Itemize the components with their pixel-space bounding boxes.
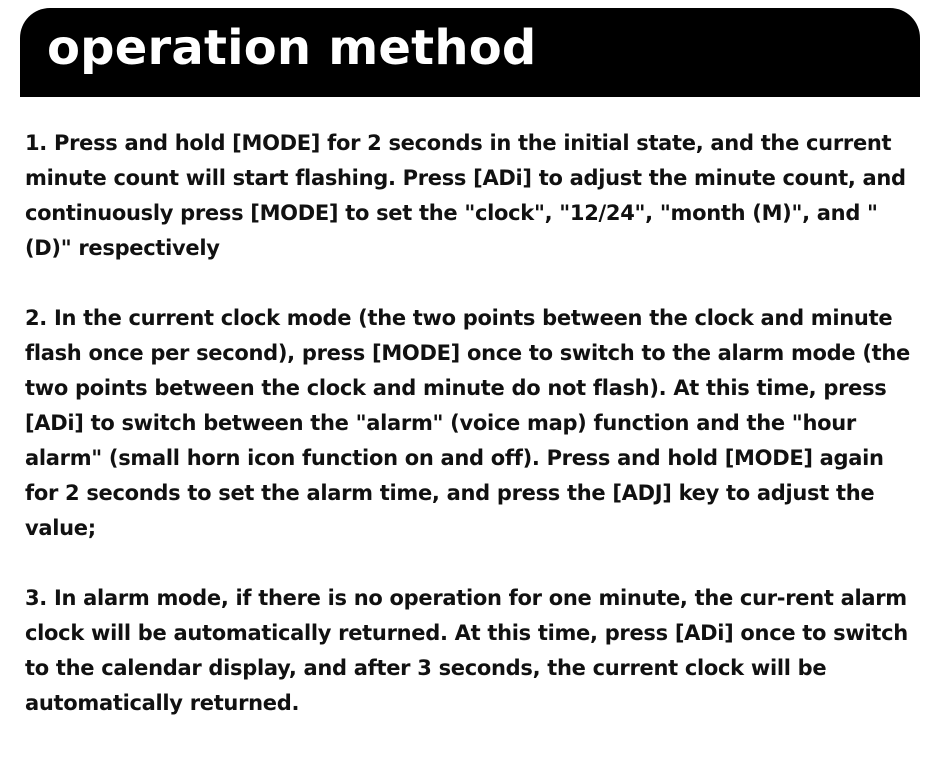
header-bar (20, 8, 920, 97)
page-title: operation method (47, 20, 537, 76)
instruction-step-3: 3. In alarm mode, if there is no operation for one minute, the cur-rent alarm clock will be automatically returned. At this time, press [ADi] once to switch to the calendar display, and after 3 seconds, the current clock will be automatically returned. (25, 586, 908, 715)
instruction-step-2: 2. In the current clock mode (the two points between the clock and minute flash once per second), press [MODE] once to switch to the alarm mode (the two points between the clock and minute do not flash). At this time, press [ADi] to switch between the "alarm" (voice map) function and the "hour alarm" (small horn icon function on and off). Press and hold [MODE] again for 2 seconds to set the alarm time, and press the [ADJ] key to adjust the value; (25, 306, 910, 540)
instruction-step-1: 1. Press and hold [MODE] for 2 seconds in the initial state, and the current minute count will start flashing. Press [ADi] to adjust the minute count, and continuously press [MODE] to set the "clock", "12/24", "month (M)", and "(D)" respectively (25, 131, 906, 260)
instructions-content (25, 126, 920, 721)
